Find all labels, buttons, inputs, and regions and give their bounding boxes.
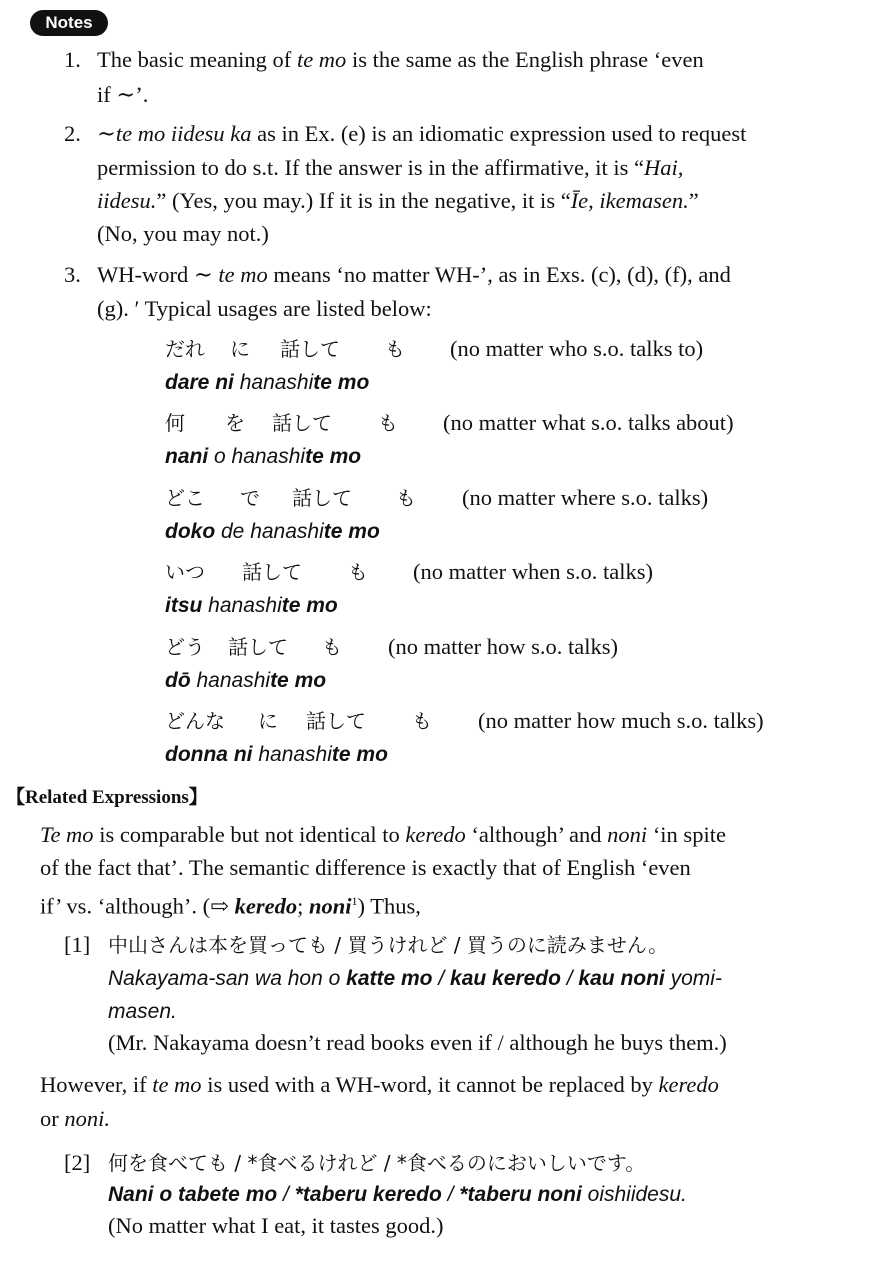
- usage-2-jp-particle: を: [225, 411, 245, 435]
- related-expressions-heading: 【Related Expressions】: [6, 787, 208, 808]
- usage-4-jp-verb: 話して: [242, 560, 302, 584]
- related-line-3: if’ vs. ‘although’. (⇨ keredo; noni$^1$) Thus,: [40, 893, 421, 919]
- example-1-romaji-line-2: [108, 999, 177, 1025]
- usage-1-romaji: dare ni hanashite mo: [165, 371, 370, 394]
- inline-run: Nakayama-san wa hon o: [108, 967, 347, 990]
- note-3-line-1: WH-word ∼ te mo means ‘no matter WH-’, as in Exs. (c), (d), (f), and: [97, 262, 731, 287]
- note-2-line-1: ∼te mo iidesu ka as in Ex. (e) is an idiomatic expression used to request: [97, 121, 747, 146]
- inline-run: te mo: [281, 594, 338, 617]
- usage-5-jp-word: どう: [165, 635, 205, 659]
- inline-run: masen.: [108, 1000, 177, 1023]
- note-3-line-2: (g). ′ Typical usages are listed below:: [97, 296, 432, 321]
- usage-2-jp-mo: も: [378, 411, 398, 435]
- usage-1-gloss: (no matter who s.o. talks to): [450, 336, 704, 361]
- note-2-number: 2.: [64, 121, 81, 146]
- example-1-english: (Mr. Nakayama doesn’t read books even if / although he buys them.): [108, 1030, 727, 1055]
- usage-3-jp-word: どこ: [165, 486, 205, 510]
- example-2-japanese: 何を食べても / *食べるけれど / *食べるのにおいしいです。: [108, 1151, 646, 1175]
- example-2-label: [2]: [64, 1150, 91, 1175]
- usage-1-jp-particle: に: [230, 337, 250, 361]
- notes-badge: Notes: [30, 10, 108, 36]
- usage-6-romaji: donna ni hanashite mo: [165, 743, 388, 766]
- inline-run: itsu: [165, 594, 203, 617]
- usage-3-jp-particle: で: [240, 486, 260, 510]
- example-2-romaji: [108, 1182, 687, 1208]
- usage-2-jp-verb: 話して: [272, 411, 332, 435]
- usage-6-jp-word: どんな: [165, 709, 225, 733]
- usage-3-jp-mo: も: [396, 486, 416, 510]
- note-3-number: 3.: [64, 262, 81, 287]
- inline-run: te mo: [218, 262, 268, 287]
- inline-run: dare: [165, 371, 210, 394]
- inline-run: keredo: [658, 1072, 719, 1097]
- note-1-line-2: if ∼’.: [97, 82, 149, 107]
- inline-run: noni.: [64, 1106, 111, 1131]
- usage-4-jp-word: いつ: [165, 560, 205, 584]
- usage-3-romaji: doko de hanashite mo: [165, 520, 380, 543]
- usage-4-romaji: itsu hanashite mo: [165, 594, 338, 617]
- inline-run: /: [277, 1183, 295, 1206]
- usage-3-gloss: (no matter where s.o. talks): [462, 485, 709, 510]
- example-2-english: (No matter what I eat, it tastes good.): [108, 1213, 444, 1238]
- usage-5-jp-verb: 話して: [228, 635, 288, 659]
- usage-6-jp-mo: も: [412, 709, 432, 733]
- usage-4-jp-mo: も: [348, 560, 368, 584]
- inline-run: noni: [607, 822, 648, 847]
- inline-run: te mo: [270, 669, 327, 692]
- inline-run: noni: [309, 893, 352, 919]
- inline-run: donna ni: [165, 743, 253, 766]
- inline-run: doko: [165, 520, 216, 543]
- inline-run: kau noni: [578, 967, 665, 990]
- note-2-line-2: permission to do s.t. If the answer is in the affirmative, it is “Hai,: [97, 155, 684, 180]
- inline-run: te mo: [313, 371, 370, 394]
- example-1-label: [1]: [64, 932, 91, 957]
- inline-run: Īe, ikemasen.: [570, 188, 689, 213]
- inline-run: nani: [165, 445, 209, 468]
- inline-run: ni: [215, 371, 234, 394]
- inline-run: te mo: [323, 520, 380, 543]
- inline-run: 1: [351, 894, 358, 908]
- inline-run: katte mo: [346, 967, 433, 990]
- example-1-romaji-line-1: [108, 966, 722, 992]
- inline-run: te mo: [305, 445, 362, 468]
- usage-2-jp-word: 何: [165, 411, 185, 435]
- inline-run: te mo: [296, 47, 347, 72]
- inline-run: yomi-: [664, 967, 722, 990]
- inline-run: keredo: [405, 822, 466, 847]
- usage-5-gloss: (no matter how s.o. talks): [388, 634, 618, 659]
- inline-run: kau keredo: [450, 967, 561, 990]
- inline-run: Hai,: [643, 155, 684, 180]
- note-2-line-4: (No, you may not.): [97, 221, 269, 246]
- inline-run: iidesu.: [97, 188, 157, 213]
- usage-2-romaji: nani o hanashite mo: [165, 445, 362, 468]
- usage-4-gloss: (no matter when s.o. talks): [413, 559, 653, 584]
- however-line-1: However, if te mo is used with a WH-word, it cannot be replaced by keredo: [40, 1072, 719, 1097]
- inline-run: dō: [165, 669, 191, 692]
- usage-5-romaji: dō hanashite mo: [165, 669, 327, 692]
- inline-run: /: [441, 1183, 460, 1206]
- usage-2-gloss: (no matter what s.o. talks about): [443, 410, 734, 435]
- inline-run: te mo: [331, 743, 388, 766]
- inline-run: *taberu noni: [459, 1183, 582, 1206]
- usage-1-jp-word: だれ: [165, 337, 205, 361]
- inline-run: Nani o tabete mo: [108, 1183, 278, 1206]
- usage-1-jp-mo: も: [385, 337, 405, 361]
- related-line-2: of the fact that’. The semantic difference is exactly that of English ‘even: [40, 855, 691, 880]
- inline-run: Te mo: [40, 822, 94, 847]
- usage-3-jp-verb: 話して: [292, 486, 352, 510]
- inline-run: *taberu keredo: [294, 1183, 442, 1206]
- usage-6-jp-verb: 話して: [306, 709, 366, 733]
- usage-6-jp-particle: に: [258, 709, 278, 733]
- inline-run: keredo: [234, 893, 298, 919]
- example-1-japanese: 中山さんは本を買っても / 買うけれど / 買うのに読みません。: [108, 933, 669, 957]
- usage-1-jp-verb: 話して: [280, 337, 340, 361]
- related-line-1: Te mo is comparable but not identical to keredo ‘although’ and noni ‘in spite: [40, 822, 726, 847]
- usage-6-gloss: (no matter how much s.o. talks): [478, 708, 764, 733]
- inline-run: /: [432, 967, 451, 990]
- inline-run: /: [560, 967, 579, 990]
- note-1-line-1: The basic meaning of te mo is the same as the English phrase ‘even: [97, 47, 704, 72]
- note-2-line-3: iidesu.” (Yes, you may.) If it is in the negative, it is “Īe, ikemasen.”: [97, 188, 699, 213]
- usage-5-jp-mo: も: [322, 635, 342, 659]
- however-line-2: or noni.: [40, 1106, 111, 1131]
- inline-run: oishiidesu.: [581, 1183, 687, 1206]
- note-1-number: 1.: [64, 47, 81, 72]
- inline-run: te mo: [152, 1072, 202, 1097]
- inline-run: ∼te mo iidesu ka: [97, 121, 252, 146]
